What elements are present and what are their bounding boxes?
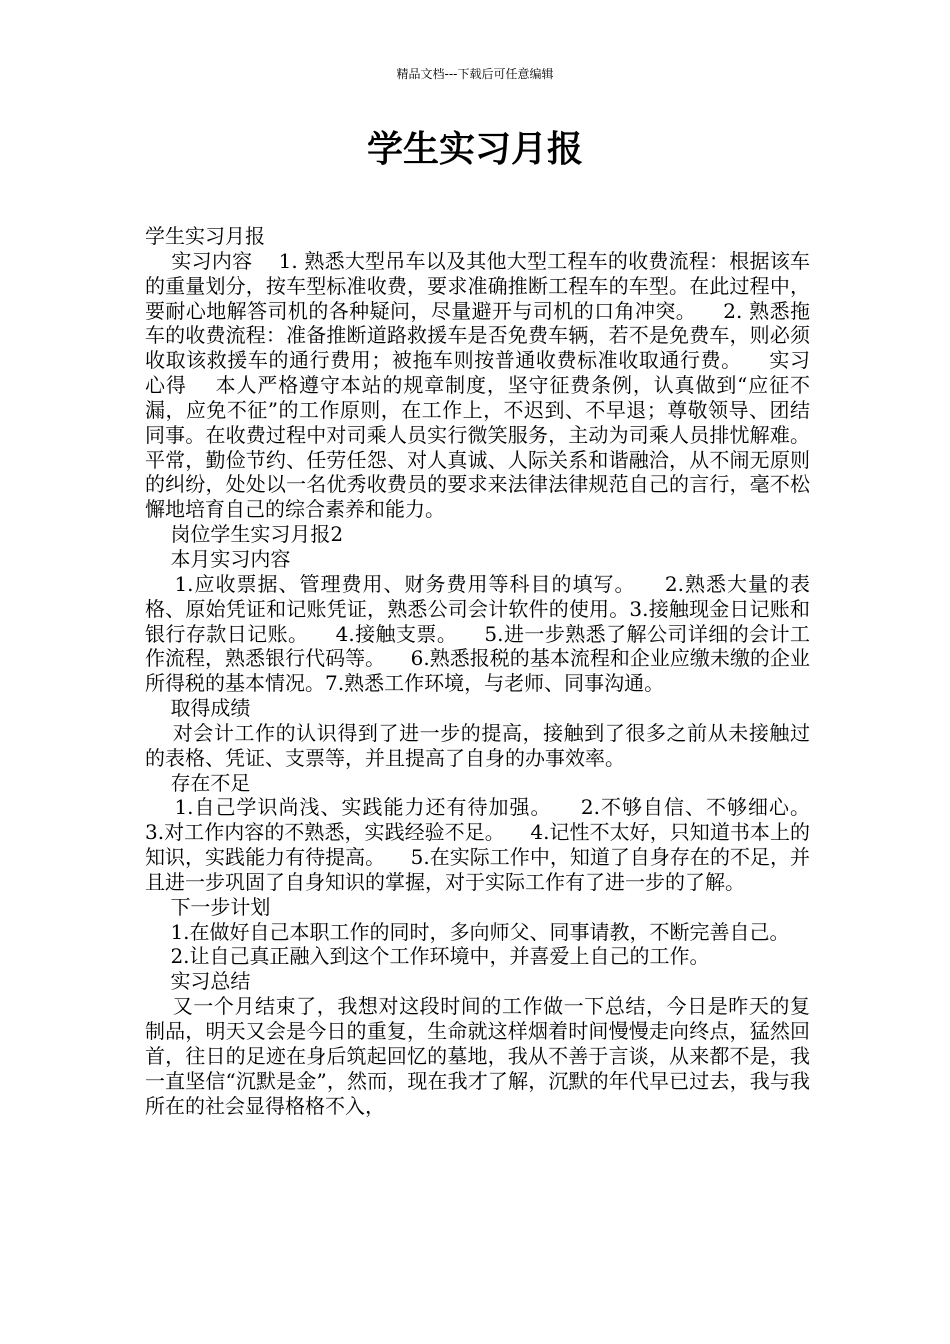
section-heading: 岗位学生实习月报2 [145, 522, 344, 547]
document-body [145, 224, 836, 1118]
body-paragraph: 2.让自己真正融入到这个工作环境中，并喜爱上自己的工作。 [145, 944, 710, 969]
section-heading: 取得成绩 [145, 696, 251, 721]
section-heading: 本月实习内容 [145, 546, 291, 571]
section-heading: 下一步计划 [145, 894, 271, 919]
body-paragraph: 又一个月结束了，我想对这段时间的工作做一下总结，今日是昨天的复制品，明天又会是今日的重复，生命就这样烟着时间慢慢走向终点，猛然回首，往日的足迹在身后筑起回忆的墓地，我从不善于言谈，从来都不是，我一直坚信“沉默是金”，然而，现在我才了解，沉默的年代早已过去，我与我所在的社会显得格格不入， [145, 994, 810, 1118]
body-paragraph: 1.自己学识尚浅、实践能力还有待加强。 2.不够自信、不够细心。 3.对工作内容的不熟悉，实践经验不足。 4.记性不太好，只知道书本上的知识，实践能力有待提高。 5.在实际工作中，知道了自身存在的不足，并且进一步巩固了自身知识的掌握，对于实际工作有了进一步的了解。 [145, 795, 836, 894]
section-heading: 存在不足 [145, 770, 251, 795]
body-paragraph: 学生实习月报 [145, 224, 265, 248]
body-paragraph: 1.在做好自己本职工作的同时，多向师父、同事请教，不断完善自己。 [145, 919, 790, 944]
body-paragraph: 实习内容 1. 熟悉大型吊车以及其他大型工程车的收费流程：根据该车的重量划分，按车型标准收费，要求准确推断工程车的车型。在此过程中，要耐心地解答司机的各种疑问，尽量避开与司机的口角冲突。 2. 熟悉拖车的收费流程：准备推断道路救援车是否免费车辆，若不是免费车，则必须收取该救援车的通行费用；被拖车则按普通收费标准收取通行费。 实习心得 本人严格遵守本站的规章制度，坚守征费条例，认真做到“应征不漏，应免不征”的工作原则，在工作上，不迟到、不早退；尊敬领导、团结同事。在收费过程中对司乘人员实行微笑服务，主动为司乘人员排忧解难。平常，勤俭节约、任劳任怨、对人真诚、人际关系和谐融洽，从不闹无原则的纠纷，处处以一名优秀收费员的要求来法律法律规范自己的言行，毫不松懈地培育自己的综合素养和能力。 [145, 248, 810, 522]
body-paragraph: 1.应收票据、管理费用、财务费用等科目的填写。 2.熟悉大量的表格、原始凭证和记账凭证，熟悉公司会计软件的使用。3.接触现金日记账和银行存款日记账。 4.接触支票。 5.进一步熟悉了解公司详细的会计工作流程，熟悉银行代码等。 6.熟悉报税的基本流程和企业应缴未缴的企业所得税的基本情况。7.熟悉工作环境，与老师、同事沟通。 [145, 571, 811, 696]
section-heading: 实习总结 [145, 969, 251, 994]
page-header-note: 精品文档---下载后可任意编辑 [396, 67, 554, 81]
document-title: 学生实习月报 [366, 129, 583, 170]
body-paragraph: 对会计工作的认识得到了进一步的提高，接触到了很多之前从未接触过的表格、凭证、支票等，并且提高了自身的办事效率。 [145, 720, 810, 770]
